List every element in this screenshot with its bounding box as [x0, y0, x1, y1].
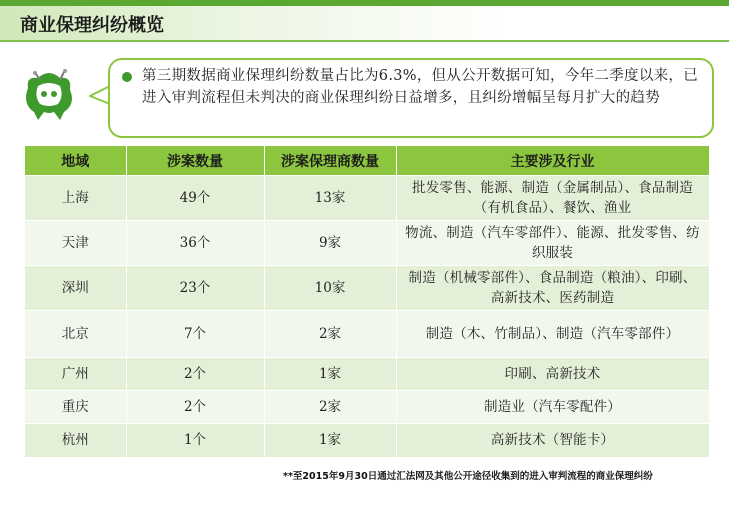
industries-cell: 印刷、高新技术 [396, 358, 709, 391]
header-factor-count: 涉案保理商数量 [264, 146, 396, 176]
case-count-cell: 1个 [126, 424, 264, 457]
region-cell: 北京 [25, 311, 126, 358]
case-count-cell: 7个 [126, 311, 264, 358]
industries-cell: 物流、制造（汽车零部件）、能源、批发零售、纺织服装 [396, 221, 709, 266]
region-cell: 深圳 [25, 266, 126, 311]
factor-count-cell: 1家 [264, 424, 396, 457]
header-divider [0, 40, 729, 42]
case-count-cell: 49个 [126, 176, 264, 221]
industries-cell: 制造（机械零部件）、食品制造（粮油）、印刷、高新技术、医药制造 [396, 266, 709, 311]
header-industries: 主要涉及行业 [396, 146, 709, 176]
factor-count-cell: 10家 [264, 266, 396, 311]
table-row [25, 424, 709, 457]
industries-cell: 制造（木、竹制品）、制造（汽车零部件） [396, 311, 709, 358]
factor-count-cell: 2家 [264, 391, 396, 424]
table-row [25, 221, 709, 266]
footnote: **至2015年9月30日通过汇法网及其他公开途径收集到的进入审判流程的商业保理纠纷 [283, 471, 653, 482]
industries-cell: 批发零售、能源、制造（金属制品）、食品制造（有机食品）、餐饮、渔业 [396, 176, 709, 221]
header-accent-bar [0, 0, 729, 6]
header [0, 0, 729, 40]
region-cell: 广州 [25, 358, 126, 391]
table-header-row [25, 146, 709, 176]
region-cell: 上海 [25, 176, 126, 221]
table-row [25, 391, 709, 424]
header-case-count: 涉案数量 [126, 146, 264, 176]
case-count-cell: 36个 [126, 221, 264, 266]
factor-count-cell: 13家 [264, 176, 396, 221]
region-cell: 重庆 [25, 391, 126, 424]
case-count-cell: 23个 [126, 266, 264, 311]
region-cell: 杭州 [25, 424, 126, 457]
page-title: 商业保理纠纷概览 [20, 15, 164, 36]
table-row [25, 266, 709, 311]
industries-cell: 制造业（汽车零配件） [396, 391, 709, 424]
case-count-cell: 2个 [126, 391, 264, 424]
case-count-cell: 2个 [126, 358, 264, 391]
factor-count-cell: 9家 [264, 221, 396, 266]
factor-count-cell: 1家 [264, 358, 396, 391]
mascot-icon [20, 66, 78, 124]
table-row [25, 358, 709, 391]
industries-cell: 高新技术（智能卡） [396, 424, 709, 457]
table-row [25, 176, 709, 221]
dispute-table [25, 146, 710, 457]
region-cell: 天津 [25, 221, 126, 266]
header-region: 地域 [25, 146, 126, 176]
table-row [25, 311, 709, 358]
bullet-icon [122, 72, 132, 82]
summary-text: 第三期数据商业保理纠纷数量占比为6.3%，但从公开数据可知，今年二季度以来，已进入审判流程但未判决的商业保理纠纷日益增多，且纠纷增幅呈每月扩大的趋势 [142, 68, 699, 106]
factor-count-cell: 2家 [264, 311, 396, 358]
summary-callout [108, 58, 714, 138]
